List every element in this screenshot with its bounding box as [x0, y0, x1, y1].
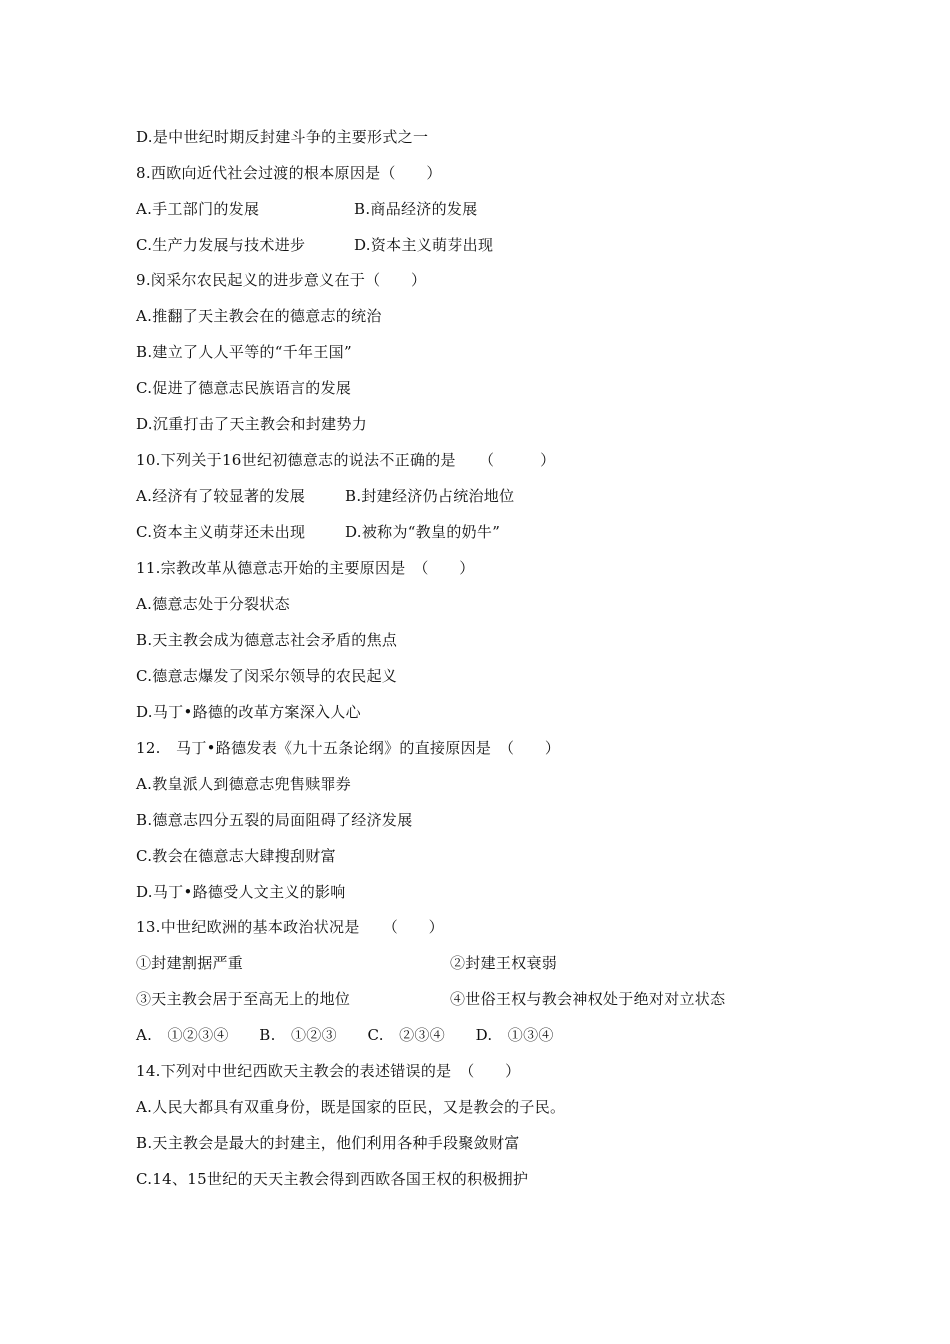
question-14: 14.下列对中世纪西欧天主教会的表述错误的是 （ ） [136, 1062, 521, 1080]
statement-line: ④世俗王权与教会神权处于绝对对立状态 [450, 990, 726, 1008]
question-12: 12. 马丁•路德发表《九十五条论纲》的直接原因是 （ ） [136, 739, 561, 757]
option-line: B.天主教会是最大的封建主，他们利用各种手段聚敛财富 [136, 1134, 520, 1152]
option-line: C.促进了德意志民族语言的发展 [136, 379, 352, 397]
option-line: C.生产力发展与技术进步 [136, 236, 306, 254]
question-9: 9.闵采尔农民起义的进步意义在于（ ） [136, 271, 427, 289]
option-line: D.马丁•路德的改革方案深入人心 [136, 703, 361, 721]
question-13: 13.中世纪欧洲的基本政治状况是 （ ） [136, 918, 444, 936]
option-line: D.资本主义萌芽出现 [354, 236, 494, 254]
option-line: A.推翻了天主教会在的德意志的统治 [136, 307, 382, 325]
statement-line: ②封建王权衰弱 [450, 954, 558, 972]
option-line: C.资本主义萌芽还未出现 [136, 523, 306, 541]
question-8: 8.西欧向近代社会过渡的根本原因是（ ） [136, 164, 442, 182]
option-line: B.封建经济仍占统治地位 [345, 487, 515, 505]
option-line: D.是中世纪时期反封建斗争的主要形式之一 [136, 128, 429, 146]
option-line: C.教会在德意志大肆搜刮财富 [136, 847, 336, 865]
option-line: C.14、15世纪的天天主教会得到西欧各国王权的积极拥护 [136, 1170, 529, 1188]
option-line: D.马丁•路德受人文主义的影响 [136, 883, 346, 901]
option-line: A.经济有了较显著的发展 [136, 487, 306, 505]
option-line: B.天主教会成为德意志社会矛盾的焦点 [136, 631, 398, 649]
option-line: B.德意志四分五裂的局面阻碍了经济发展 [136, 811, 413, 829]
option-line: D.沉重打击了天主教会和封建势力 [136, 415, 368, 433]
option-line: A.教皇派人到德意志兜售赎罪券 [136, 775, 352, 793]
statement-line: ③天主教会居于至高无上的地位 [136, 990, 351, 1008]
question-11: 11.宗教改革从德意志开始的主要原因是 （ ） [136, 559, 475, 577]
statement-line: ①封建割据严重 [136, 954, 244, 972]
option-line: A.手工部门的发展 [136, 200, 260, 218]
option-line: A. ①②③④ B. ①②③ C. ②③④ D. ①③④ [136, 1026, 554, 1044]
option-line: C.德意志爆发了闵采尔领导的农民起义 [136, 667, 398, 685]
option-line: B.商品经济的发展 [354, 200, 478, 218]
option-line: D.被称为“教皇的奶牛” [345, 523, 501, 541]
question-10: 10.下列关于16世纪初德意志的说法不正确的是 （ ） [136, 451, 556, 469]
option-line: B.建立了人人平等的“千年王国” [136, 343, 352, 361]
option-line: A.人民大都具有双重身份，既是国家的臣民，又是教会的子民。 [136, 1098, 566, 1116]
option-line: A.德意志处于分裂状态 [136, 595, 290, 613]
